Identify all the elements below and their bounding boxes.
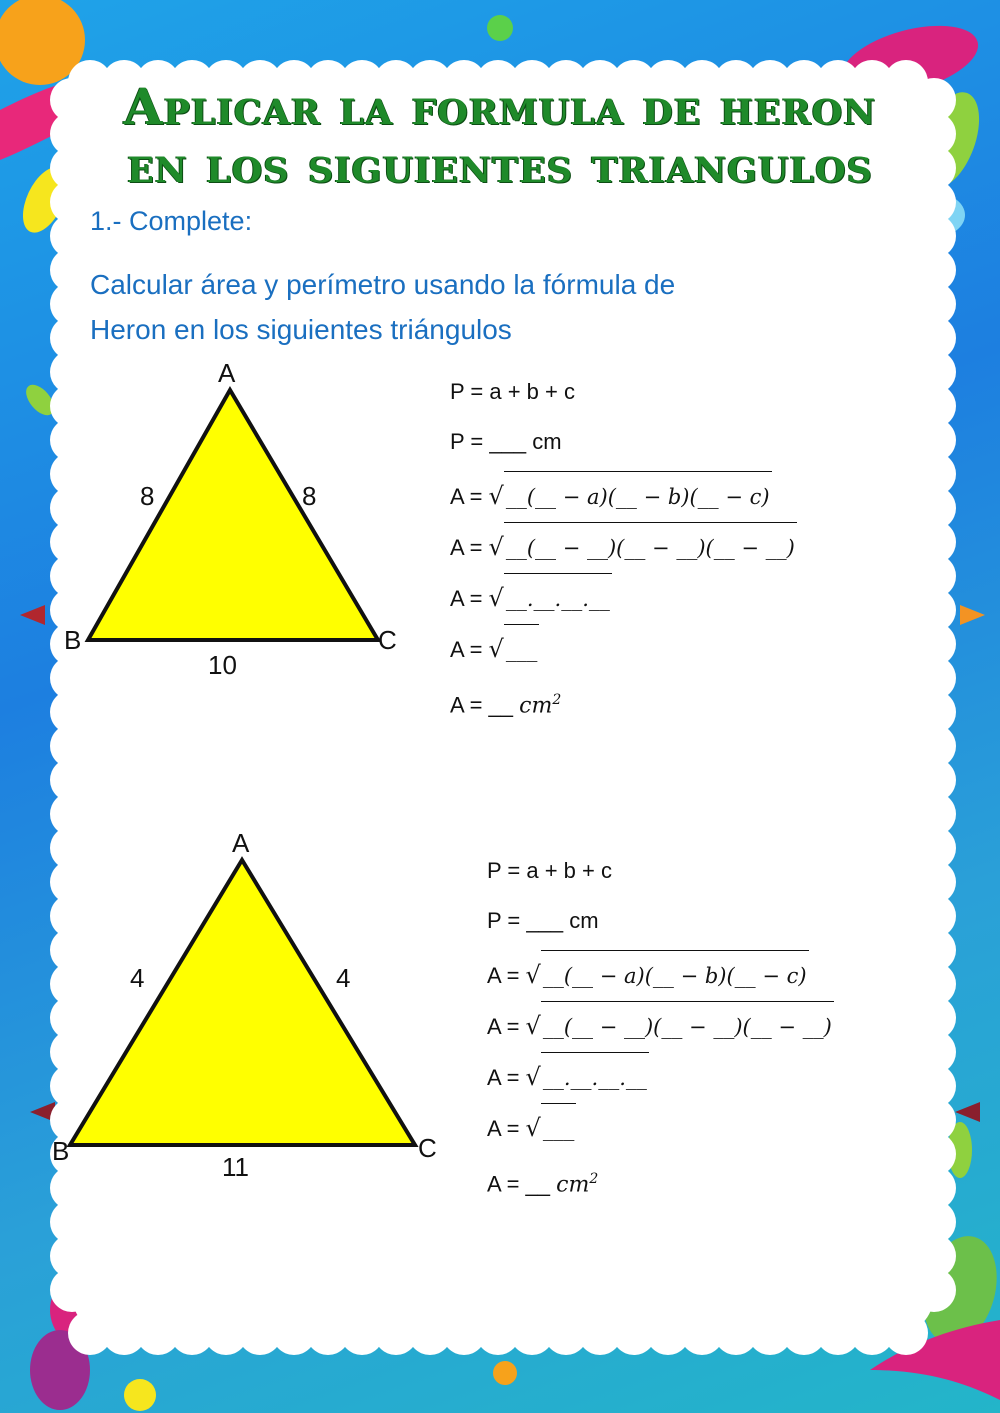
label: A = (487, 963, 526, 988)
formulas-1 (450, 367, 797, 731)
label: A = (487, 1014, 526, 1039)
side-right-label: 8 (302, 481, 317, 511)
area-product-line (487, 1052, 834, 1103)
area-formula-line (487, 950, 834, 1001)
perimeter-blank[interactable]: ___ (526, 908, 564, 933)
label: P = (487, 908, 527, 933)
title-line-2: en los siguientes triangulos (127, 135, 873, 194)
unit: cm (563, 908, 599, 933)
unit: cm (526, 429, 562, 454)
vertex-c-label: C (378, 625, 397, 655)
label: A = (487, 1065, 526, 1090)
triangle-1 (60, 360, 420, 660)
sqrt-icon: √ (525, 1114, 541, 1142)
unit: cm (556, 1172, 590, 1198)
side-left-label: 4 (130, 963, 145, 993)
instruction-line-2: Heron en los siguientes triángulos (90, 314, 512, 345)
area-substitution-blanks[interactable]: __(__ − __)(__ − __)(__ − __) (541, 1001, 834, 1052)
vertex-b-label: B (52, 1136, 70, 1166)
side-base-label: 10 (208, 650, 237, 680)
vertex-b-label: B (64, 625, 82, 655)
sqrt-icon: √ (525, 961, 541, 989)
page-title (80, 78, 920, 194)
area-formula-line (450, 471, 797, 522)
instructions (90, 262, 675, 352)
exponent: 2 (552, 692, 562, 708)
green-dot (487, 15, 513, 41)
orange-dot (493, 1361, 517, 1385)
title-line-1: Aplicar la formula de heron (123, 77, 877, 136)
area-product-blanks[interactable]: __.__.__.__ (504, 573, 612, 624)
area-value-blank[interactable]: ___ (541, 1103, 577, 1154)
formulas-2 (487, 846, 834, 1210)
triangle-shape (88, 390, 378, 640)
label: A = (450, 535, 489, 560)
area-substitution-blanks[interactable]: __(__ − __)(__ − __)(__ − __) (504, 522, 797, 573)
sqrt-icon: √ (488, 635, 504, 663)
vertex-a-label: A (218, 358, 236, 388)
instruction-line-1: Calcular área y perímetro usando la fórmula de (90, 269, 676, 300)
yellow-dot (124, 1379, 156, 1411)
exercise-heading: 1.- Complete: (90, 206, 253, 236)
label: A = (450, 692, 489, 718)
area-value-line (487, 1103, 834, 1154)
area-result-line (450, 675, 797, 731)
area-substitution-line (487, 1001, 834, 1052)
area-value-blank[interactable]: ___ (504, 624, 540, 675)
triangle-2 (60, 840, 440, 1160)
perimeter-blank[interactable]: ___ (489, 429, 527, 454)
area-result-blank[interactable]: __ (525, 1171, 551, 1197)
label: A = (450, 586, 489, 611)
label: P = (450, 429, 490, 454)
sqrt-icon: √ (488, 584, 504, 612)
side-base-label: 11 (222, 1152, 249, 1182)
area-formula: __(__ − a)(__ − b)(__ − c) (541, 950, 809, 1001)
vertex-a-label: A (232, 828, 250, 858)
label: A = (487, 1116, 526, 1141)
right-arrow-icon (960, 605, 985, 625)
perimeter-definition: P = a + b + c (450, 379, 575, 404)
area-formula: __(__ − a)(__ − b)(__ − c) (504, 471, 772, 522)
side-left-label: 8 (140, 481, 155, 511)
vertex-c-label: C (418, 1133, 437, 1163)
left-arrow-icon (20, 605, 45, 625)
sqrt-icon: √ (488, 533, 504, 561)
sqrt-icon: √ (488, 482, 504, 510)
triangle-shape (70, 860, 415, 1145)
right-arrow-icon (955, 1102, 980, 1122)
unit: cm (519, 693, 553, 719)
perimeter-line (450, 417, 797, 467)
sqrt-icon: √ (525, 1063, 541, 1091)
area-result-line (487, 1154, 834, 1210)
perimeter-line (487, 896, 834, 946)
area-substitution-line (450, 522, 797, 573)
exponent: 2 (589, 1171, 599, 1187)
sqrt-icon: √ (525, 1012, 541, 1040)
label: A = (450, 484, 489, 509)
area-product-line (450, 573, 797, 624)
area-value-line (450, 624, 797, 675)
area-result-blank[interactable]: __ (488, 692, 514, 718)
area-product-blanks[interactable]: __.__.__.__ (541, 1052, 649, 1103)
side-right-label: 4 (336, 963, 351, 993)
label: A = (450, 637, 489, 662)
perimeter-definition: P = a + b + c (487, 858, 612, 883)
label: A = (487, 1171, 526, 1197)
